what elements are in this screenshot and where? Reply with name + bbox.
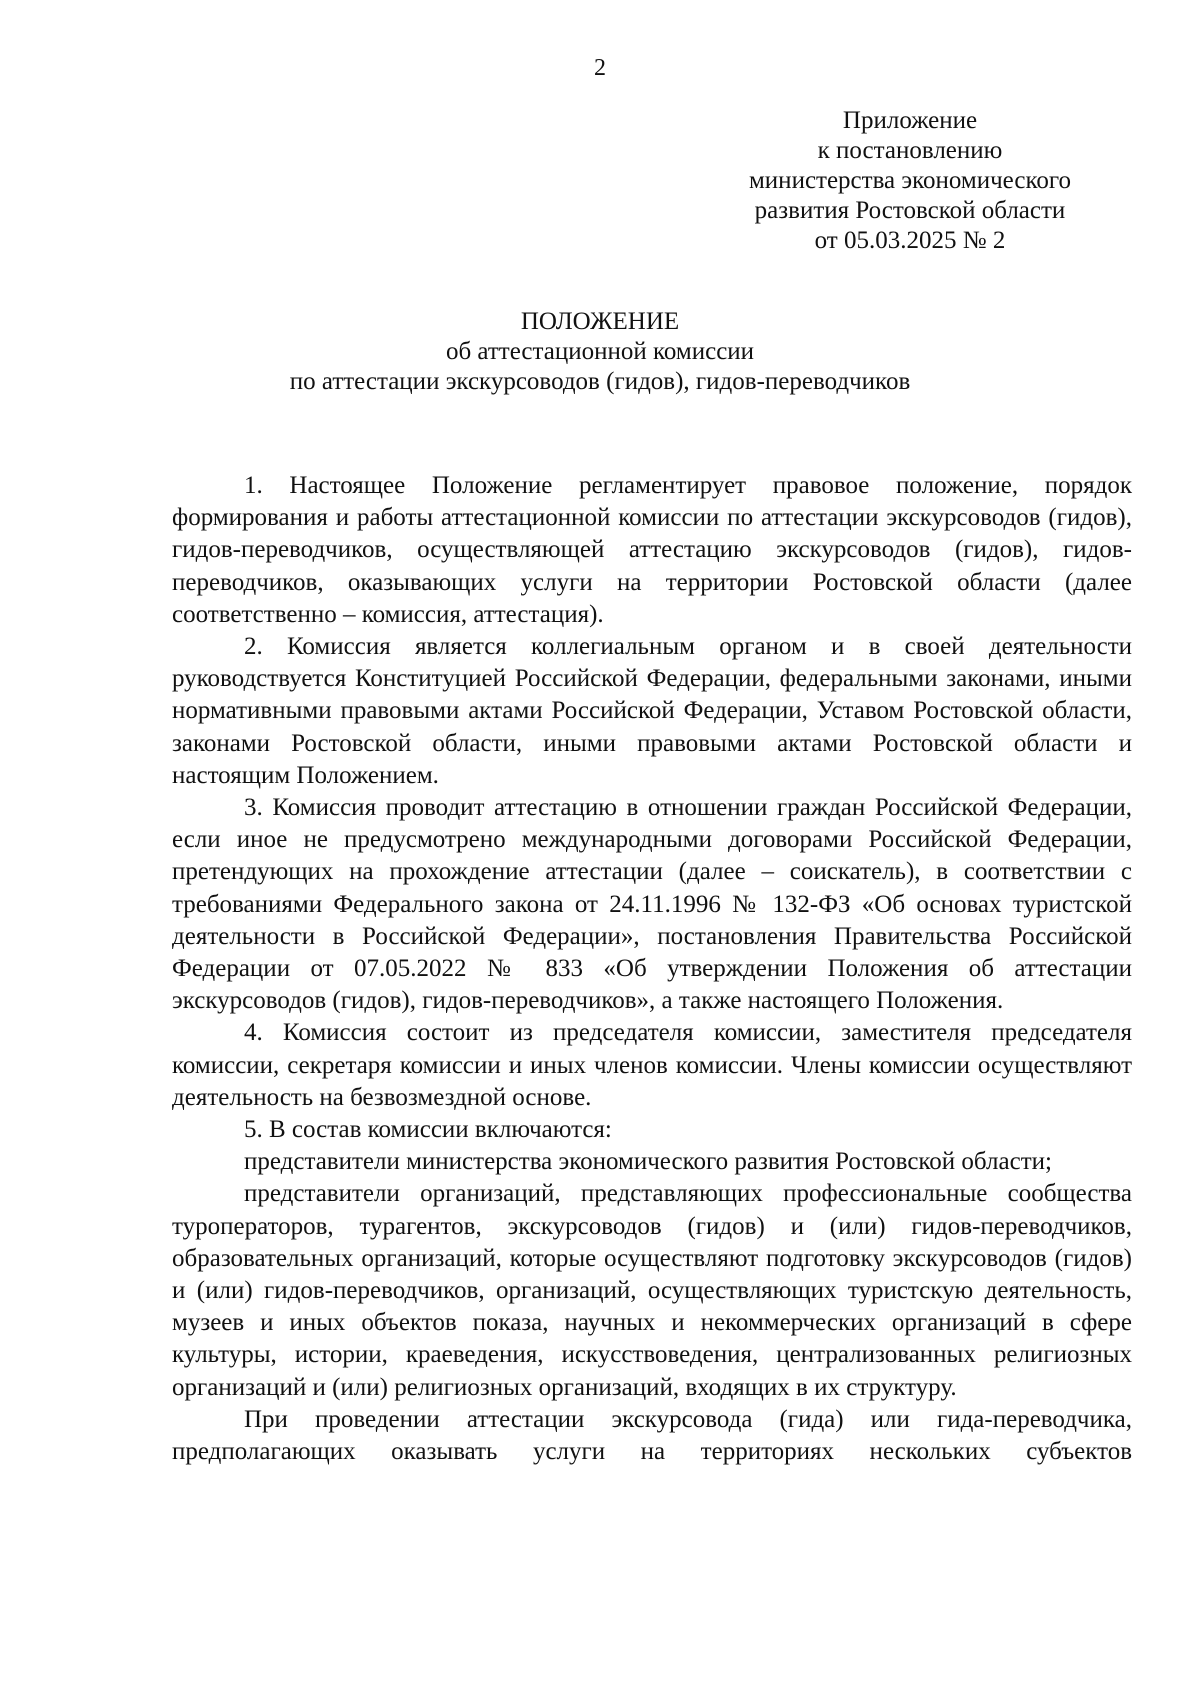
title-line: об аттестационной комиссии xyxy=(445,338,755,365)
appendix-line: к постановлению xyxy=(817,137,1003,164)
paragraph-4: 4. Комиссия состоит из председателя комиссии, заместителя председателя комиссии, секретаря комиссии и иных членов комиссии. Члены комиссии осуществляют деятельность на безвозмездной основе. xyxy=(172,1019,1132,1111)
title-line: по аттестации экскурсоводов (гидов), гидов-переводчиков xyxy=(289,368,911,395)
document-body xyxy=(172,470,1132,1468)
paragraph-1: 1. Настоящее Положение регламентирует правовое положение, порядок формирования и работы аттестационной комиссии по аттестации экскурсоводов (гидов), гидов-переводчиков, осуществляющей аттестацию экскурсоводов (гидов), гидов-переводчиков, оказывающих услуги на территории Ростовской области (далее соответственно – комиссия, аттестация). xyxy=(172,472,1132,628)
paragraph-5-item-2: представители организаций, представляющих профессиональные сообщества туроператоров, турагентов, экскурсоводов (гидов) и (или) гидов-переводчиков, образовательных организаций, которые осуществляют подготовку экскурсоводов (гидов) и (или) гидов-переводчиков, организаций, осуществляющих туристскую деятельность, музеев и иных объектов показа, научных и некоммерческих организаций в сфере культуры, истории, краеведения, искусствоведения, централизованных религиозных организаций и (или) религиозных организаций, входящих в их структуру. xyxy=(172,1180,1132,1401)
appendix-line: от 05.03.2025 № 2 xyxy=(814,227,1006,254)
paragraph-2: 2. Комиссия является коллегиальным органом и в своей деятельности руководствуется Конституцией Российской Федерации, федеральными законами, иными нормативными правовыми актами Российской Федерации, Уставом Ростовской области, законами Ростовской области, иными правовыми актами Ростовской области и настоящим Положением. xyxy=(172,633,1132,789)
appendix-line: Приложение xyxy=(842,107,978,134)
appendix-block xyxy=(720,106,1100,256)
paragraph-3: 3. Комиссия проводит аттестацию в отношении граждан Российской Федерации, если иное не предусмотрено международными договорами Российской Федерации, претендующих на прохождение аттестации (далее – соискатель), в соответствии с требованиями Федерального закона от 24.11.1996 № 132-ФЗ «Об основах туристской деятельности в Российской Федерации», постановления Правительства Российской Федерации от 07.05.2022 № 833 «Об утверждении Положения об аттестации экскурсоводов (гидов), гидов-переводчиков», а также настоящего Положения. xyxy=(172,794,1132,1015)
appendix-line: развития Ростовской области xyxy=(754,197,1066,224)
paragraph-continuation: При проведении аттестации экскурсовода (гида) или гида-переводчика, предполагающих оказывать услуги на территориях нескольких субъектов xyxy=(172,1405,1132,1466)
page-number: 2 xyxy=(594,55,606,81)
paragraph-5-item-1: представители министерства экономического развития Ростовской области; xyxy=(244,1148,1052,1176)
document-title xyxy=(0,307,1200,397)
paragraph-5: 5. В состав комиссии включаются: xyxy=(244,1116,612,1144)
title-heading: ПОЛОЖЕНИЕ xyxy=(520,308,680,335)
appendix-line: министерства экономического xyxy=(748,167,1072,194)
